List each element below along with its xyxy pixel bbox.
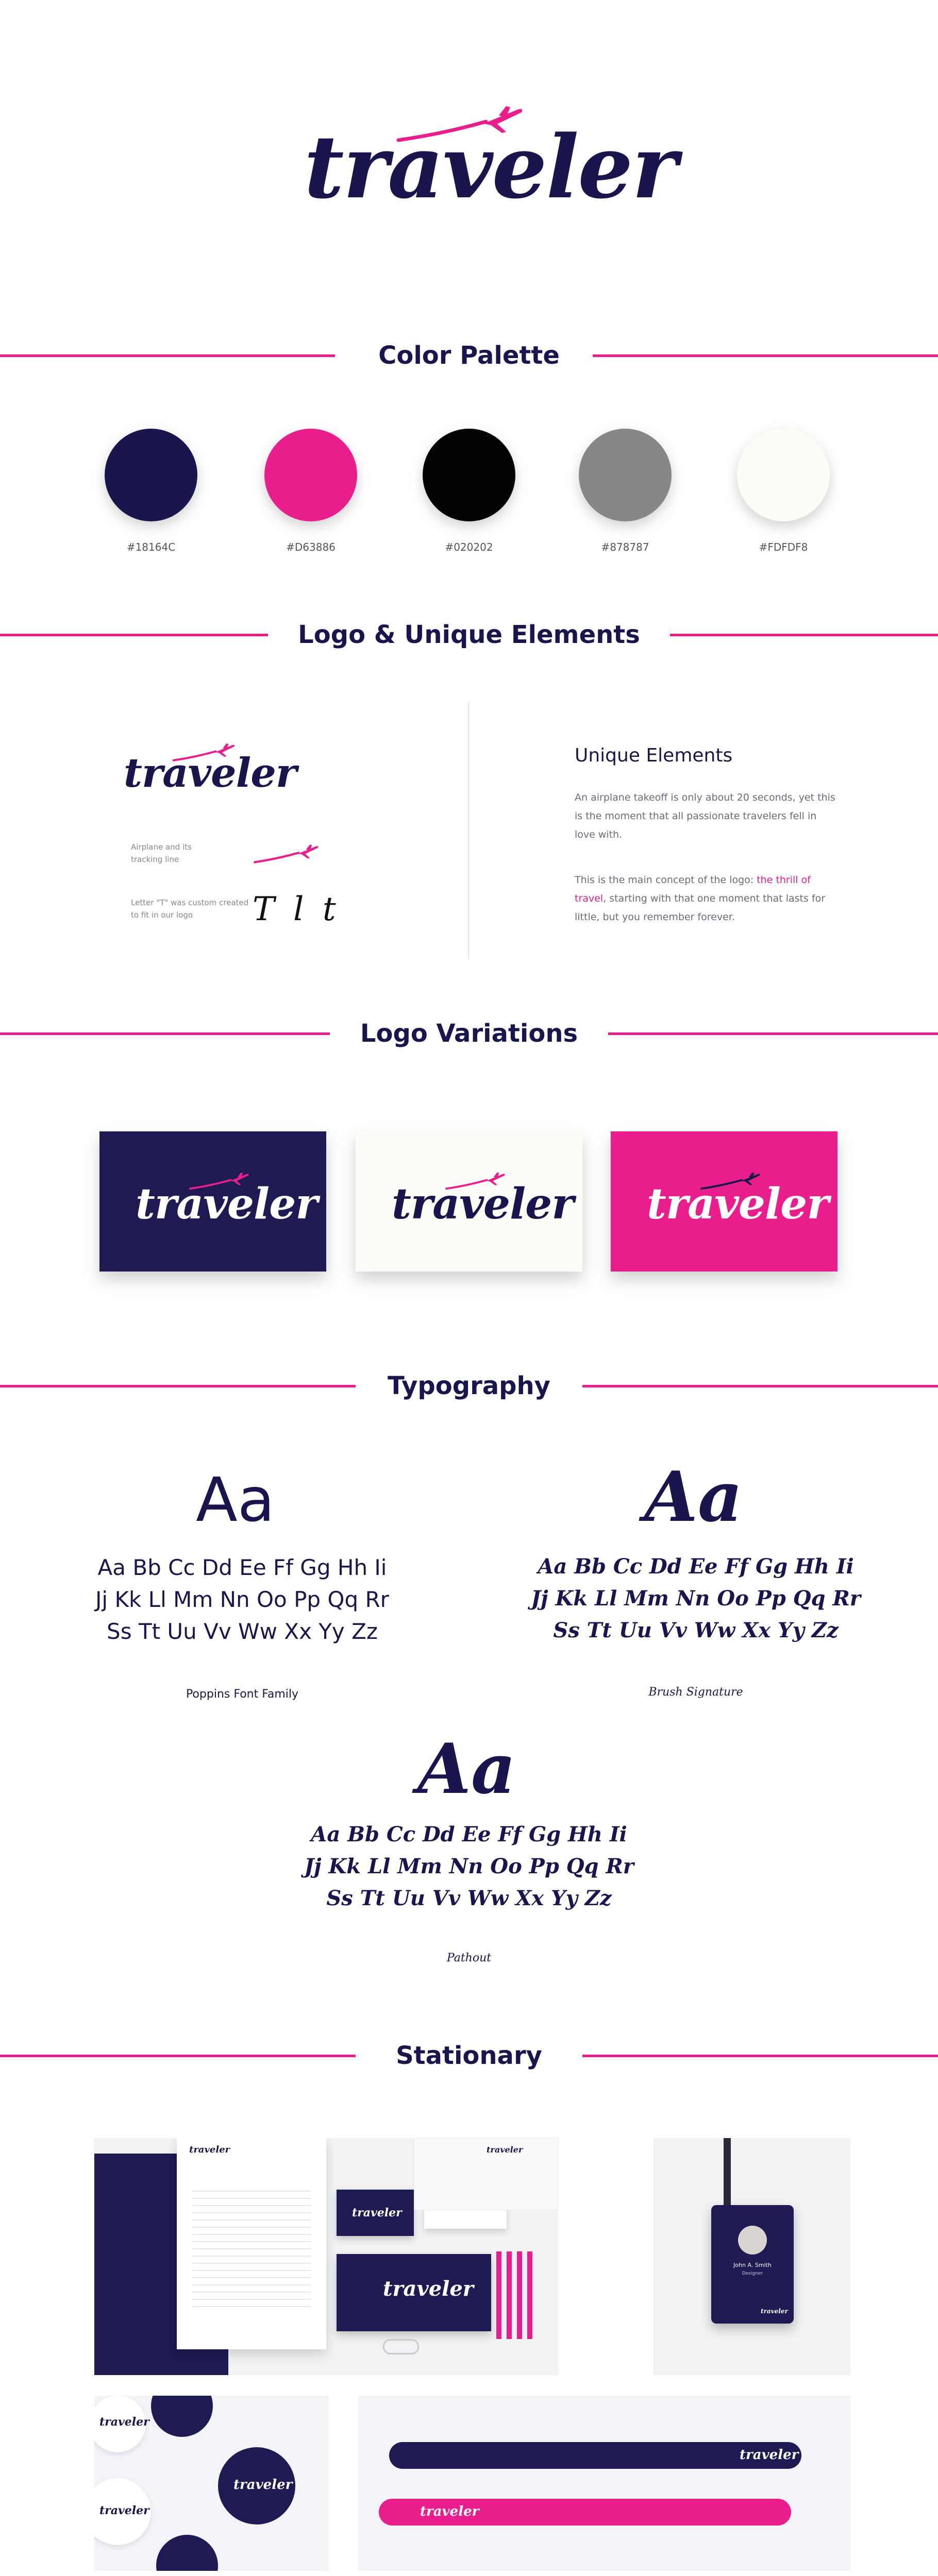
airplane-icon (444, 1171, 506, 1191)
section-title-logo-elements: Logo & Unique Elements (298, 620, 640, 649)
sticker-logo: traveler (99, 2504, 149, 2517)
id-name: John A. Smith (733, 2262, 772, 2268)
sticker-logo: traveler (99, 2415, 149, 2429)
brush-line-2: Jj Kk Ll Mm Nn Oo Pp Qq Rr (531, 1586, 861, 1611)
section-divider-right (670, 634, 938, 636)
brush-line-1: Aa Bb Cc Dd Ee Ff Gg Hh Ii (538, 1554, 854, 1579)
logo-variation-white (356, 1131, 582, 1272)
airplane-icon (699, 1171, 761, 1191)
sticker-white-2 (94, 2478, 151, 2545)
section-divider-right (593, 354, 938, 357)
section-divider-right (608, 1032, 938, 1035)
pathout-line-1: Aa Bb Cc Dd Ee Ff Gg Hh Ii (311, 1822, 627, 1846)
business-card-front (337, 2190, 414, 2236)
envelope-navy (337, 2254, 491, 2331)
color-swatch-pink (264, 429, 357, 521)
small-logo (124, 742, 296, 809)
hero-logo-wordmark: traveler (304, 116, 677, 218)
airplane-tracking-icon (253, 843, 320, 865)
unique-p2-text: This is the main concept of the logo: (575, 874, 757, 886)
small-logo-wordmark: traveler (124, 750, 296, 796)
brush-line-3: Ss Tt Uu Vv Ww Xx Yy Zz (553, 1618, 839, 1642)
sticker-white-1 (94, 2396, 149, 2452)
mockup-pens (358, 2396, 850, 2571)
letterhead-sheet (177, 2138, 326, 2349)
section-title-palette: Color Palette (378, 341, 560, 370)
color-swatch-navy (105, 429, 197, 521)
pencil-2 (507, 2251, 512, 2339)
pen-navy (389, 2442, 801, 2469)
airplane-note: Airplane and its tracking line (131, 842, 192, 864)
unique-elements-paragraph-2 (575, 871, 837, 926)
sticker-navy-1 (151, 2396, 213, 2437)
envelope-logo: traveler (487, 2145, 523, 2155)
unique-p2-text-end: , starting with that one moment that lasts for little, but you remember forever. (575, 893, 826, 923)
pen-logo: traveler (420, 2504, 479, 2519)
color-hex-offwhite: #FDFDF8 (759, 541, 808, 553)
pathout-line-2: Jj Kk Ll Mm Nn Oo Pp Qq Rr (304, 1854, 634, 1878)
poppins-line-2: Jj Kk Ll Mm Nn Oo Pp Qq Rr (95, 1587, 389, 1612)
color-hex-pink: #D63886 (286, 541, 336, 553)
logo-variation-pink (611, 1131, 837, 1272)
pen-logo: traveler (740, 2447, 799, 2463)
pathout-line-3: Ss Tt Uu Vv Ww Xx Yy Zz (326, 1886, 612, 1910)
mockup-stickers (94, 2396, 329, 2571)
variation-wordmark: traveler (647, 1179, 829, 1229)
envelope-white (414, 2138, 558, 2210)
id-badge (711, 2205, 794, 2324)
pencil-3 (517, 2251, 522, 2339)
section-title-variations: Logo Variations (360, 1019, 578, 1048)
section-title-typography: Typography (388, 1371, 550, 1400)
airplane-icon (188, 1171, 250, 1191)
color-hex-black: #020202 (445, 541, 493, 553)
section-divider-right (582, 1385, 938, 1387)
pathout-font-name: Pathout (446, 1952, 492, 1964)
poppins-font-name: Poppins Font Family (186, 1688, 299, 1701)
mockup-letterhead-set (94, 2138, 558, 2375)
color-hex-gray: #878787 (601, 541, 649, 553)
id-role: Designer (742, 2271, 763, 2276)
unique-elements-title: Unique Elements (575, 745, 733, 766)
letter-note: Letter "T" was custom created to fit in our logo (131, 898, 249, 920)
poppins-line-1: Aa Bb Cc Dd Ee Ff Gg Hh Ii (97, 1555, 387, 1580)
hero-logo (304, 103, 677, 247)
letterhead-logo: traveler (189, 2144, 230, 2155)
section-title-stationary: Stationary (396, 2041, 542, 2070)
sticker-logo: traveler (233, 2477, 293, 2493)
id-logo: traveler (761, 2308, 788, 2315)
brush-sample: Aa (644, 1456, 743, 1537)
variation-wordmark: traveler (136, 1179, 317, 1229)
logo-variation-navy (99, 1131, 326, 1272)
color-swatch-black (423, 429, 515, 521)
envelope-navy-logo: traveler (383, 2277, 474, 2301)
sticker-navy-2 (218, 2447, 295, 2524)
poppins-line-3: Ss Tt Uu Vv Ww Xx Yy Zz (107, 1619, 378, 1644)
color-hex-navy: #18164C (126, 541, 176, 553)
unique-elements-paragraph-1: An airplane takeoff is only about 20 seconds, yet this is the moment that all passionate travelers fell in love with. (575, 792, 835, 840)
airplane-icon (396, 103, 525, 144)
letter-sample: T l t (253, 890, 340, 928)
brush-font-name: Brush Signature (648, 1686, 743, 1699)
pen-pink (379, 2499, 791, 2526)
vertical-divider (468, 702, 469, 959)
variation-wordmark: traveler (392, 1179, 574, 1229)
business-card-logo: traveler (352, 2206, 402, 2219)
pencil-1 (496, 2251, 501, 2339)
pencil-4 (527, 2251, 532, 2339)
poppins-sample: Aa (196, 1464, 275, 1535)
unique-p2-highlight: the thrill of travel (575, 874, 811, 904)
paper-clips (383, 2339, 419, 2354)
color-swatch-offwhite (737, 429, 830, 521)
id-photo (738, 2226, 767, 2255)
sticker-navy-3 (156, 2535, 218, 2571)
airplane-icon (170, 742, 237, 762)
mockup-id-card (654, 2138, 850, 2375)
section-divider-right (582, 2055, 938, 2057)
lanyard (724, 2138, 731, 2205)
pathout-sample: Aa (417, 1728, 516, 1809)
color-swatch-gray (579, 429, 672, 521)
